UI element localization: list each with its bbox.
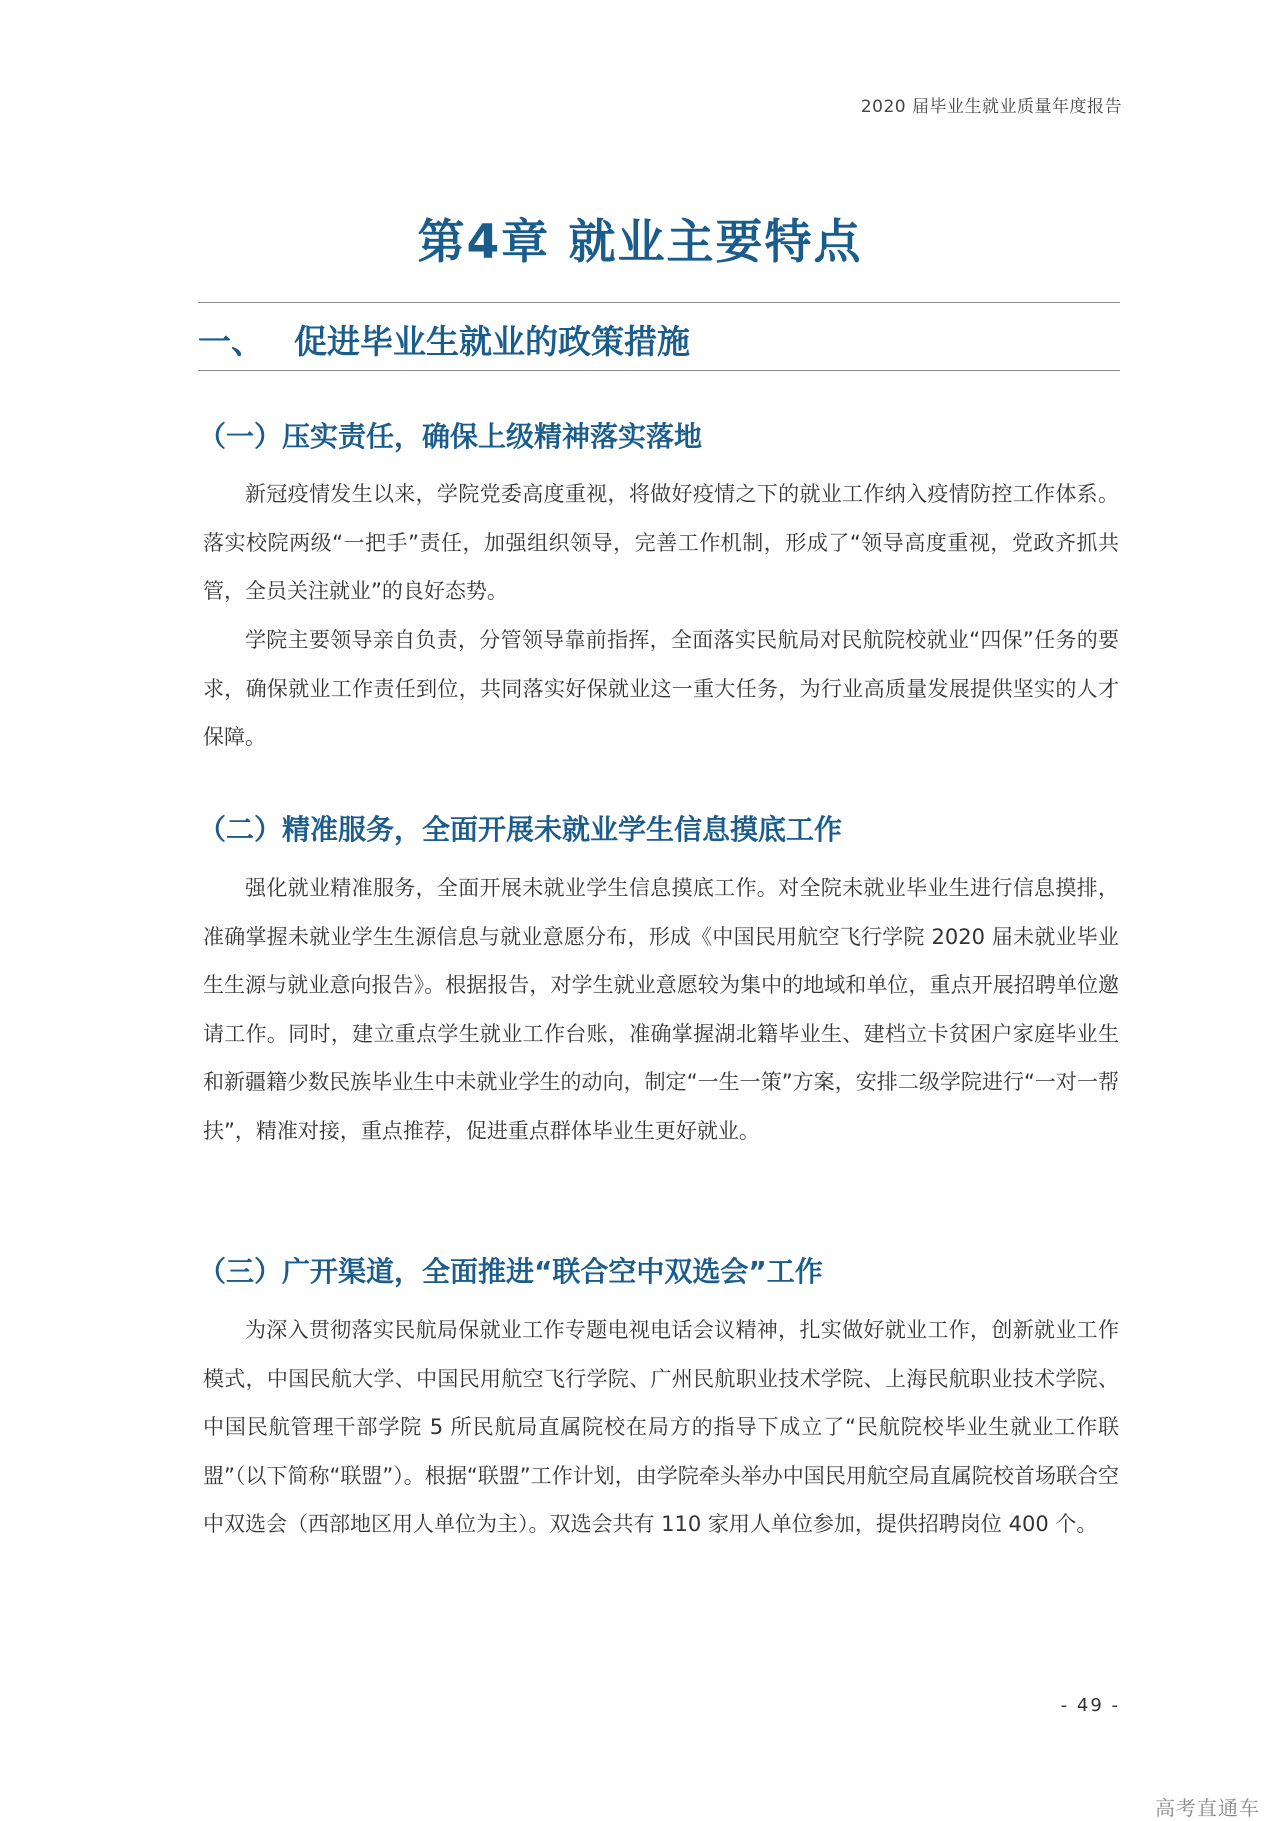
- subsection-1-paragraph-2: 学院主要领导亲自负责，分管领导靠前指挥，全面落实民航局对民航院校就业“四保”任务的要求，确保就业工作责任到位，共同落实好保就业这一重大任务，为行业高质量发展提供坚实的人才保障。: [203, 628, 1119, 750]
- subsection-1-title: （一）压实责任，确保上级精神落实落地: [198, 420, 703, 453]
- subsection-2-paragraph-1: 强化就业精准服务，全面开展未就业学生信息摸底工作。对全院未就业毕业生进行信息摸排，准确掌握未就业学生生源信息与就业意愿分布，形成《中国民用航空飞行学院 2020 届未就业毕业生生源与就业意向报告》。根据报告，对学生就业意愿较为集中的地域和单位，重点开展招聘单位邀请工作。同时，建立重点学生就业工作台账，准确掌握湖北籍毕业生、建档立卡贫困户家庭毕业生和新疆籍少数民族毕业生中未就业学生的动向，制定“一生一策”方案，安排二级学院进行“一对一帮扶”，精准对接，重点推荐，促进重点群体毕业生更好就业。: [203, 876, 1119, 1143]
- chapter-title: 第4章 就业主要特点: [417, 215, 863, 270]
- page-number: - 49 -: [1060, 1695, 1120, 1716]
- running-header: 2020 届毕业生就业质量年度报告: [860, 97, 1122, 117]
- watermark: 高考直通车: [1155, 1796, 1260, 1820]
- divider-bottom: [198, 370, 1120, 371]
- section-number: 一、: [198, 322, 264, 361]
- subsection-3-paragraph-1: 为深入贯彻落实民航局保就业工作专题电视电话会议精神，扎实做好就业工作，创新就业工作模式，中国民航大学、中国民用航空飞行学院、广州民航职业技术学院、上海民航职业技术学院、中国民航管理干部学院 5 所民航局直属院校在局方的指导下成立了“民航院校毕业生就业工作联盟”（以下简称“联盟”）。根据“联盟”工作计划，由学院牵头举办中国民用航空局直属院校首场联合空中双选会（西部地区用人单位为主）。双选会共有 110 家用人单位参加，提供招聘岗位 400 个。: [203, 1318, 1119, 1537]
- divider-top: [198, 302, 1120, 303]
- section-title-text: 促进毕业生就业的政策措施: [294, 322, 690, 361]
- section-title: [198, 316, 690, 363]
- subsection-1-paragraph-1: 新冠疫情发生以来，学院党委高度重视，将做好疫情之下的就业工作纳入疫情防控工作体系。落实校院两级“一把手”责任，加强组织领导，完善工作机制，形成了“领导高度重视，党政齐抓共管，全员关注就业”的良好态势。: [203, 482, 1119, 604]
- subsection-3-title: （三）广开渠道，全面推进“联合空中双选会”工作: [198, 1255, 823, 1288]
- subsection-2-title: （二）精准服务，全面开展未就业学生信息摸底工作: [198, 813, 843, 846]
